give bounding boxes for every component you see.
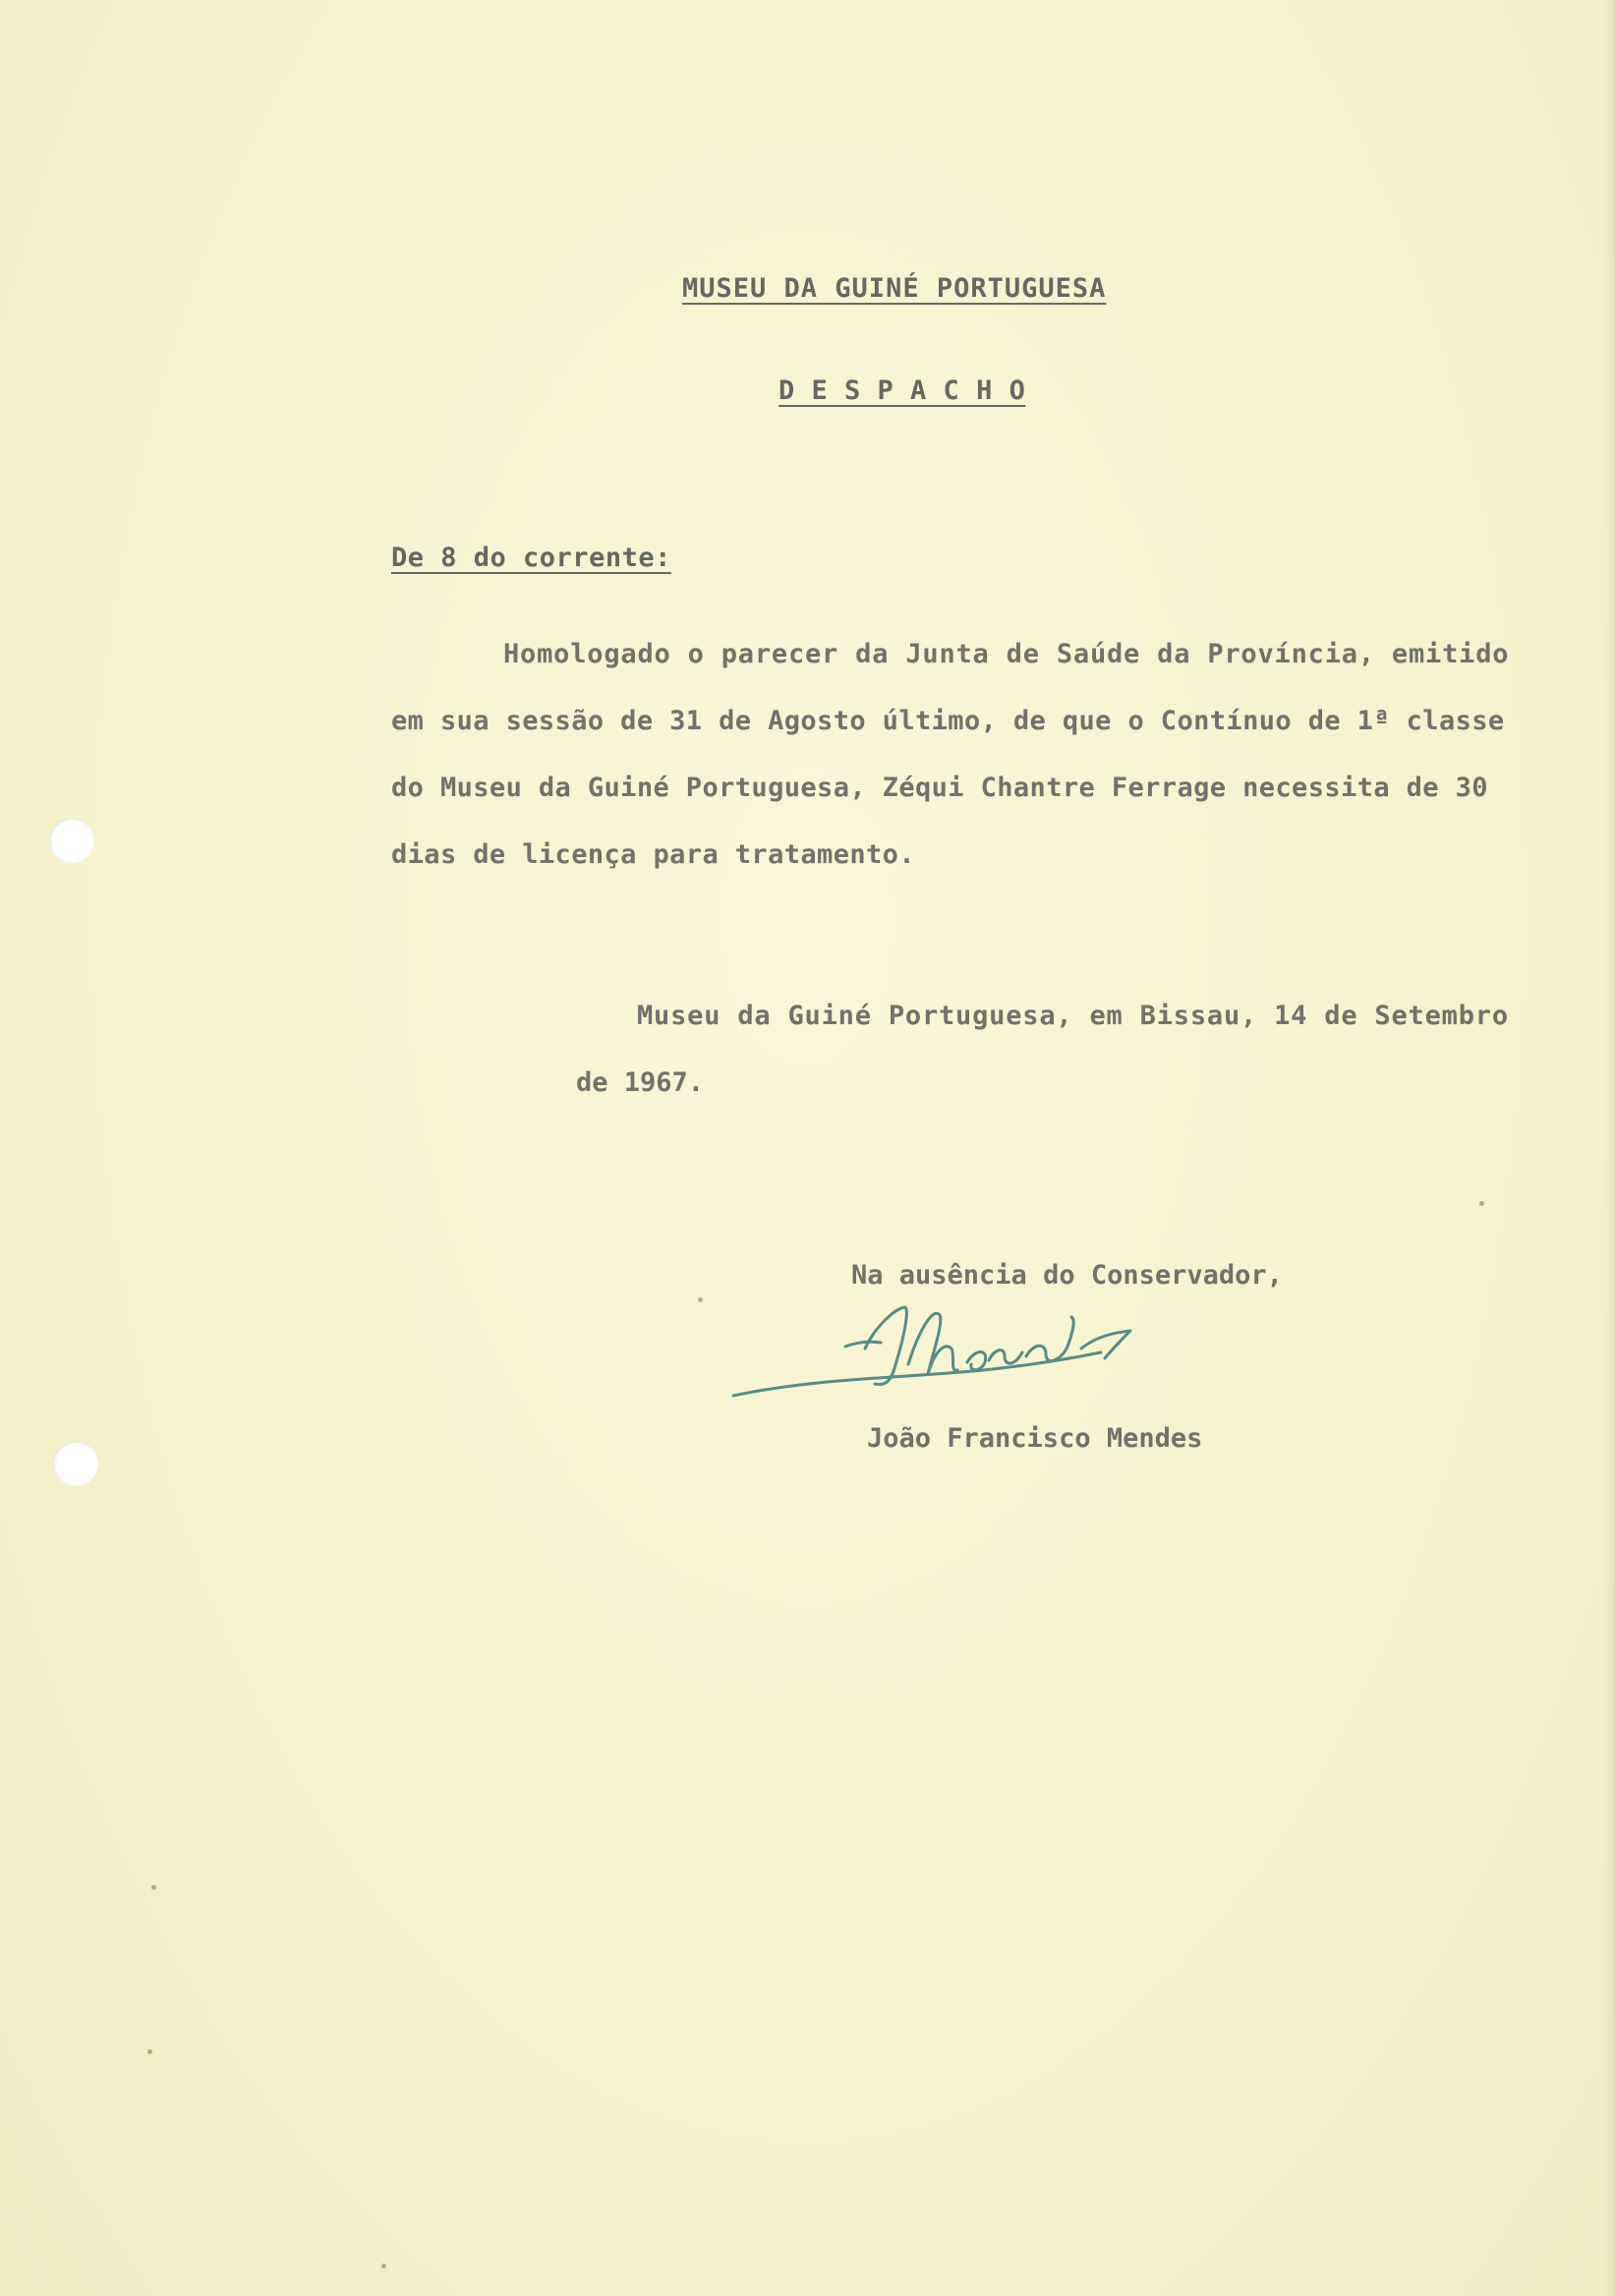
paper-speck bbox=[1479, 1201, 1484, 1206]
absence-note: Na ausência do Conservador, bbox=[851, 1260, 1283, 1291]
place-date-line-2: de 1967. bbox=[576, 1067, 705, 1098]
body-line-3: do Museu da Guiné Portuguesa, Zéqui Chantre Ferrage necessita de 30 bbox=[391, 773, 1488, 803]
body-line-2: em sua sessão de 31 de Agosto último, de que o Contínuo de 1ª classe bbox=[391, 706, 1505, 736]
paper-speck bbox=[698, 1297, 703, 1302]
punch-hole-bottom bbox=[53, 1441, 98, 1486]
body-line-1: Homologado o parecer da Junta de Saúde da Província, emitido bbox=[503, 639, 1510, 669]
date-reference: De 8 do corrente: bbox=[391, 543, 671, 573]
body-line-4: dias de licença para tratamento. bbox=[391, 839, 915, 870]
paper-speck bbox=[381, 2264, 386, 2268]
signer-name: João Francisco Mendes bbox=[867, 1423, 1203, 1454]
punch-hole-top bbox=[49, 818, 94, 863]
document-title: D E S P A C H O bbox=[779, 375, 1026, 406]
institution-heading: MUSEU DA GUINÉ PORTUGUESA bbox=[682, 273, 1107, 304]
place-date-line-1: Museu da Guiné Portuguesa, em Bissau, 14 de Setembro bbox=[637, 1001, 1509, 1031]
handwritten-signature bbox=[727, 1288, 1219, 1425]
paper-speck bbox=[147, 2049, 152, 2054]
page-edge-shadow bbox=[1605, 0, 1615, 2296]
paper-speck bbox=[151, 1885, 156, 1890]
